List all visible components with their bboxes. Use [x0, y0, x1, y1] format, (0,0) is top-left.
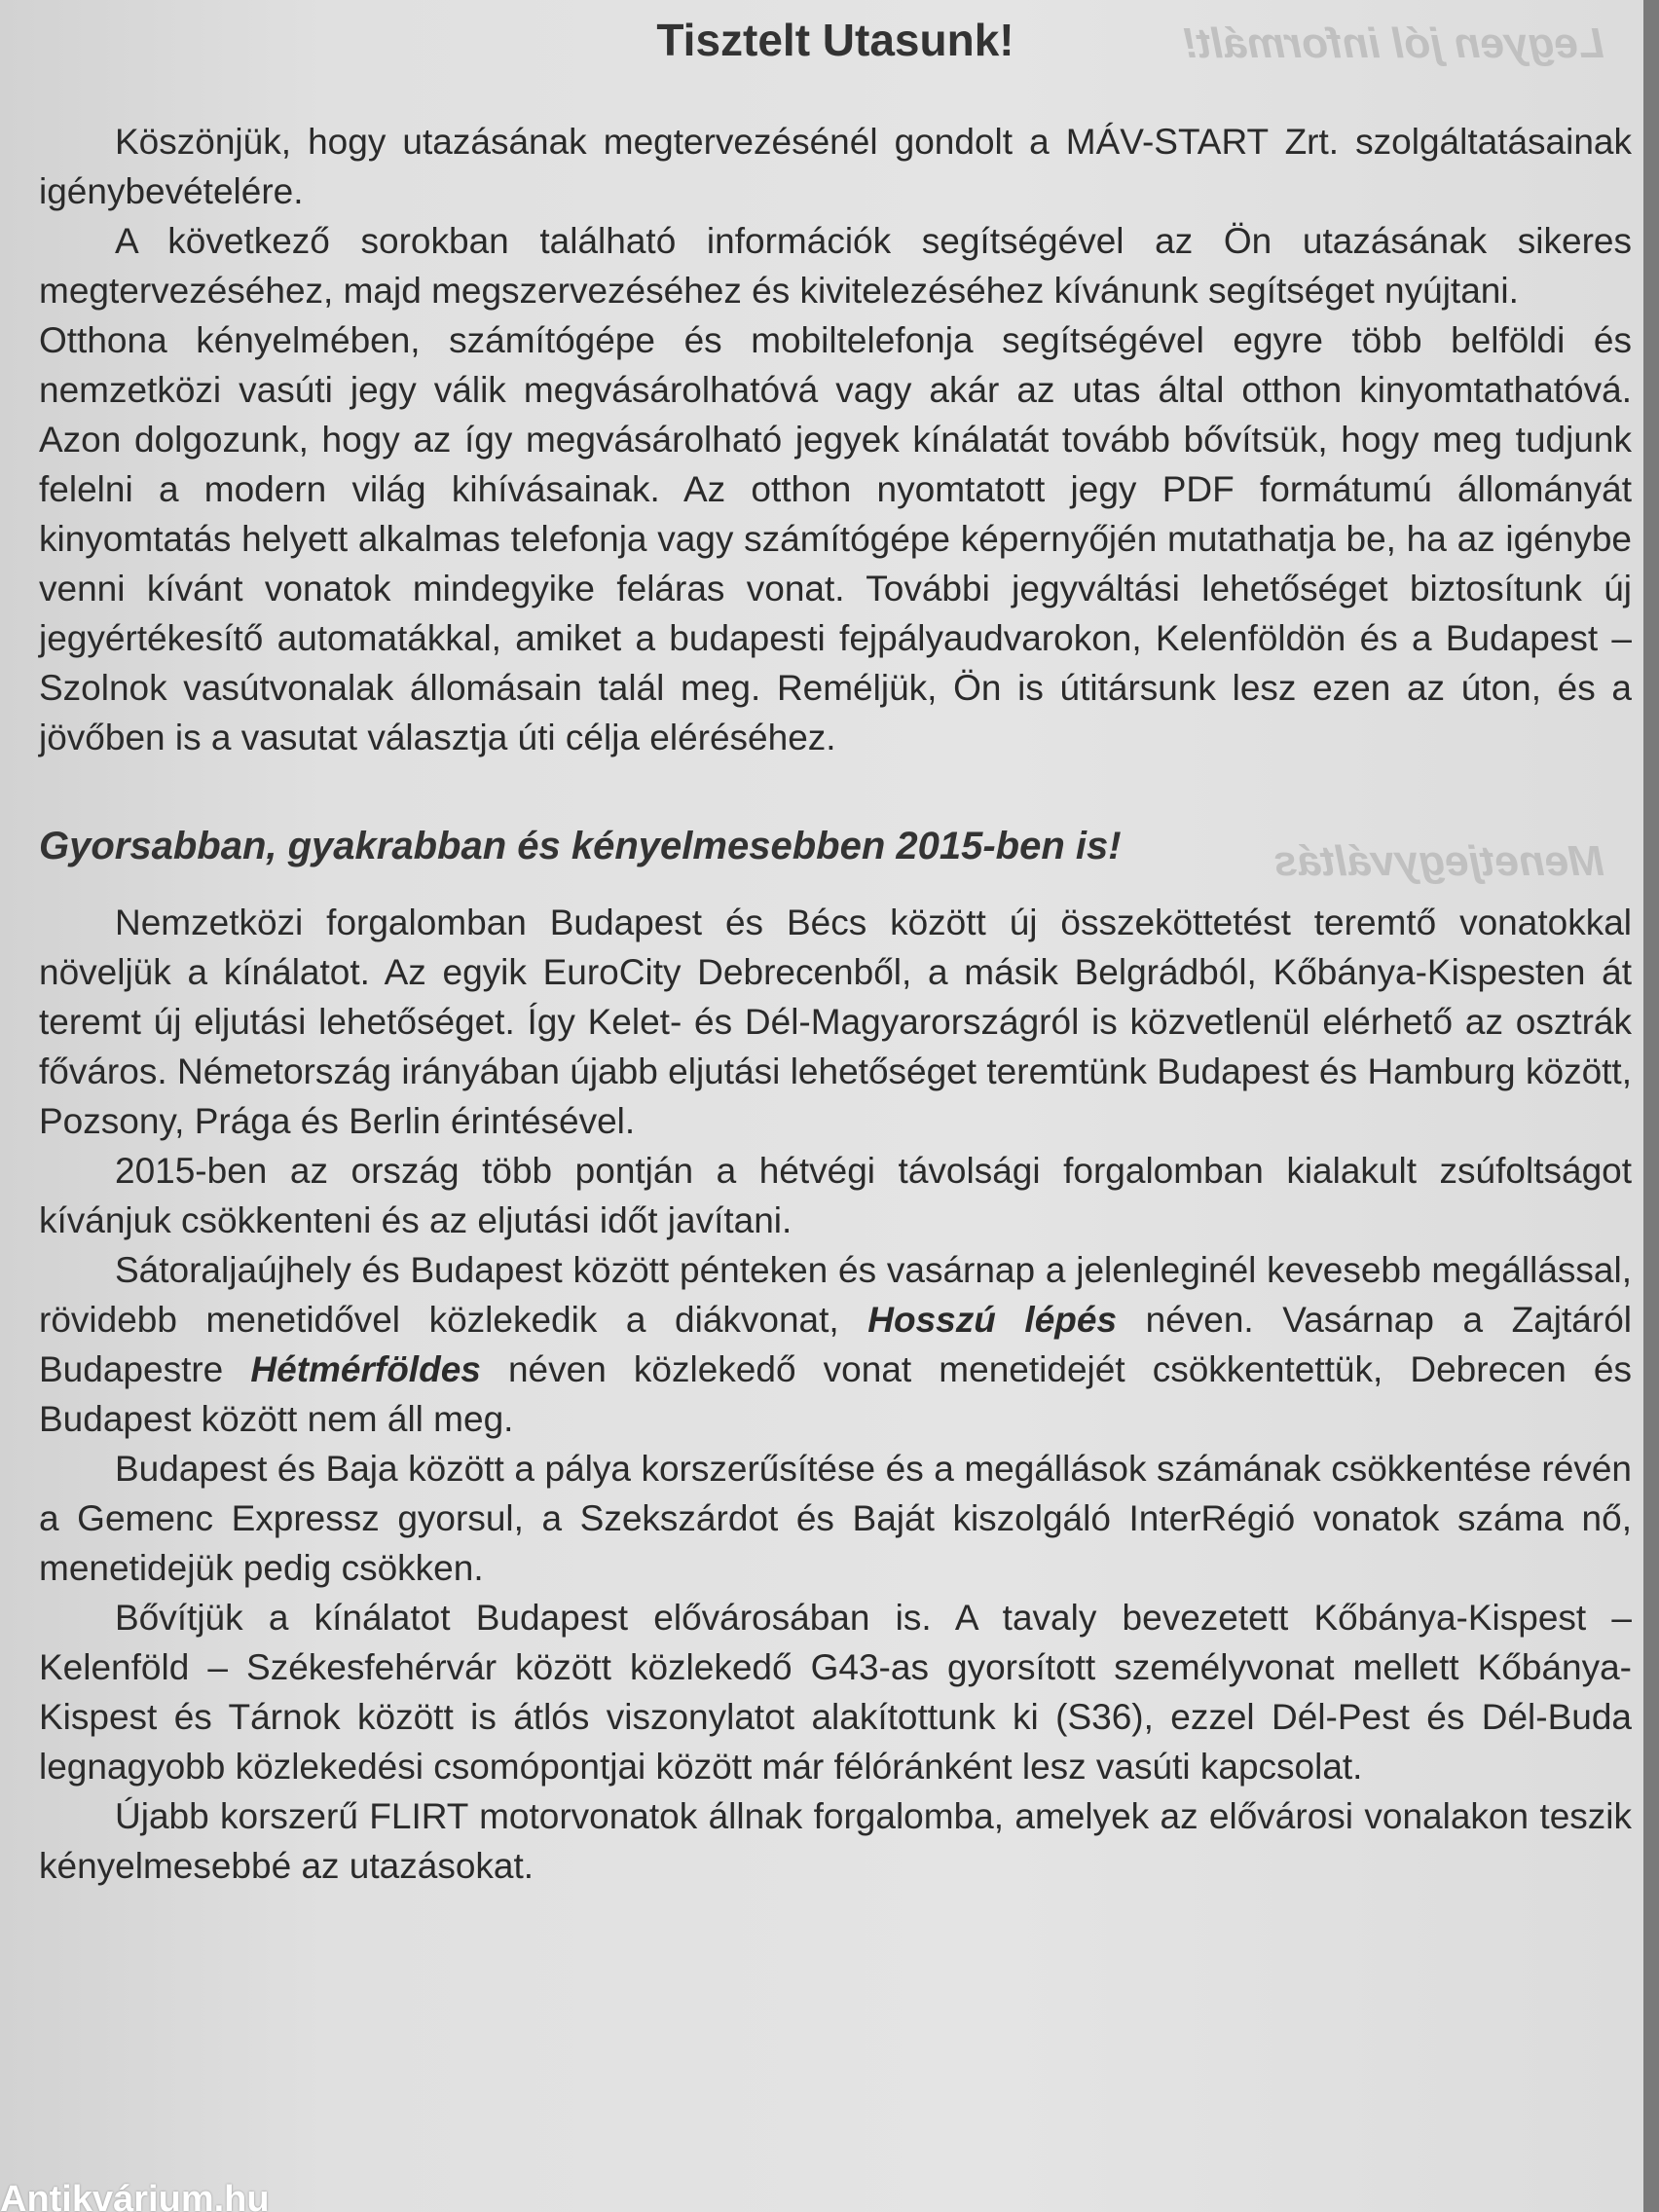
page-title: Tisztelt Utasunk!: [656, 15, 1014, 65]
intro-paragraph-1: Köszönjük, hogy utazásának megtervezésénél gondolt a MÁV-START Zrt. szolgáltatásainak igénybevételére.: [39, 122, 1632, 211]
watermark: Antikvárium.hu: [0, 2179, 270, 2212]
intro-paragraph-3: Otthona kényelmében, számítógépe és mobiltelefonja segítségével egyre több belföldi és nemzetközi vasúti jegy válik megvásárolhatóvá vagy akár az utas által otthon kinyomtathatóvá. Azon dolgozunk, hogy az így megvásárolható jegyek kínálatát tovább bővítsük, hogy meg tudjunk felelni a modern világ kihívásainak. Az otthon nyomtatott jegy PDF formátumú állományát kinyomtatás helyett alkalmas telefonja vagy számítógépe képernyőjén mutathatja be, ha az igénybe venni kívánt vonatok mindegyike feláras vonat. További jegyváltási lehetőséget biztosítunk új jegyértékesítő automatákkal, amiket a budapesti fejpályaudvarokon, Kelenföldön és a Budapest – Szolnok vasútvonalak állomásain talál meg. Reméljük, Ön is útitársunk lesz ezen az úton, és a jövőben is a vasutat választja úti célja eléréséhez.: [39, 320, 1632, 757]
section-paragraph-4: Budapest és Baja között a pálya korszerűsítése és a megállások számának csökkentése révén a Gemenc Expressz gyorsul, a Szekszárdot és Baját kiszolgáló InterRégió vonatok száma nő, menetidejük pedig csökken.: [39, 1449, 1632, 1588]
train-name-hosszu-lepes: Hosszú lépés: [867, 1300, 1118, 1340]
train-name-hetmerfoldes: Hétmérföldes: [250, 1349, 481, 1389]
intro-paragraph-2: A következő sorokban található információk segítségével az Ön utazásának sikeres megtervezéséhez, majd megszervezéséhez és kivitelezéséhez kívánunk segítséget nyújtani.: [39, 221, 1632, 311]
page-edge-shadow: [1643, 0, 1659, 2212]
bleed-through-subheading: Menetjegyváltás: [1273, 837, 1604, 885]
section-paragraph-3: [39, 1245, 1632, 1444]
section-paragraph-1: Nemzetközi forgalomban Budapest és Bécs között új összeköttetést teremtő vonatokkal növeljük a kínálatot. Az egyik EuroCity Debrecenből, a másik Belgrádból, Kőbánya-Kispesten át teremt új eljutási lehetőséget. Így Kelet- és Dél-Magyarországról is közvetlenül elérhető az osztrák főváros. Németország irányában újabb eljutási lehetőséget teremtünk Budapest és Hamburg között, Pozsony, Prága és Berlin érintésével.: [39, 903, 1632, 1141]
section-heading: Gyorsabban, gyakrabban és kényelmesebben 2015-ben is!: [39, 825, 1122, 867]
paragraph-3-text-c: néven közlekedő vonat menetidejét csökkentettük, Debrecen és Budapest között nem áll meg.: [39, 1349, 1633, 1439]
section-paragraph-2: 2015-ben az ország több pontján a hétvégi távolsági forgalomban kialakult zsúfoltságot kívánjuk csökkenteni és az eljutási időt javítani.: [39, 1151, 1632, 1240]
bleed-through-heading: Legyen jól informált!: [1183, 19, 1604, 67]
paragraph-3-text-a: Sátoraljaújhely és Budapest között pénteken és vasárnap a jelenleginél kevesebb megállással, rövidebb menetidővel közlekedik a diákvonat,: [39, 1250, 1632, 1340]
section-paragraph-6: Újabb korszerű FLIRT motorvonatok állnak forgalomba, amelyek az elővárosi vonalakon teszik kényelmesebbé az utazásokat.: [39, 1796, 1632, 1886]
document-content: [39, 14, 1632, 1891]
paragraph-3-text-b: néven. Vasárnap a Zajtáról Budapestre: [39, 1300, 1633, 1389]
section-paragraph-5: Bővítjük a kínálatot Budapest elővárosában is. A tavaly bevezetett Kőbánya-Kispest – Kelenföld – Székesfehérvár között közlekedő G43-as gyorsított személyvonat mellett Kőbánya-Kispest és Tárnok között is átlós viszonylatot alakítottunk ki (S36), ezzel Dél-Pest és Dél-Buda legnagyobb közlekedési csomópontjai között már félóránként lesz vasúti kapcsolat.: [39, 1598, 1632, 1787]
